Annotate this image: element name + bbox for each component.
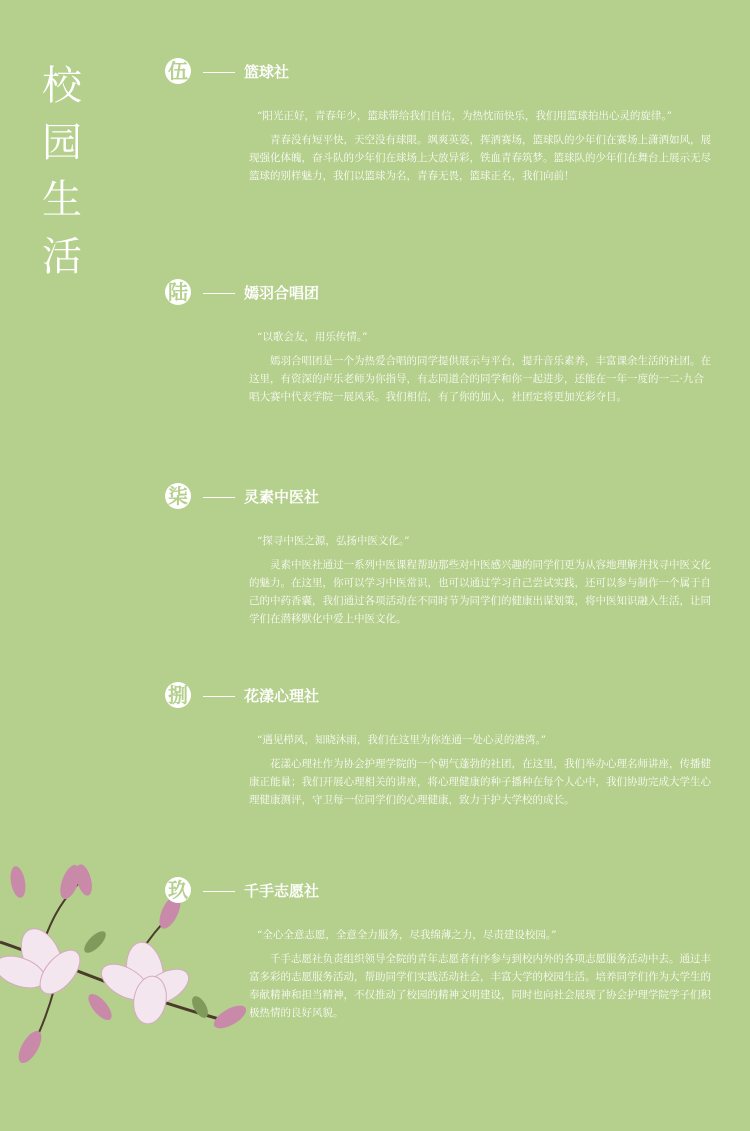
club-description: 灵素中医社通过一系列中医课程帮助那些对中医感兴趣的同学们更为从容地理解并找寻中医文化的魅力。在这里，你可以学习中医常识，也可以通过学习自己尝试实践，还可以参与制作一个属于自己的中药香囊，我们通过各项活动在不同时节为同学们的健康出谋划策，将中医知识融入生活，让同学们在潜移默化中爱上中医文化。 <box>249 559 711 625</box>
section-header <box>165 878 720 909</box>
club-name: 嫣羽合唱团 <box>244 284 320 302</box>
club-motto: “全心全意志愿，全意全力服务，尽我绵薄之力，尽责建设校园。” <box>257 929 557 941</box>
club-name: 篮球社 <box>244 63 290 81</box>
section-header <box>165 683 720 714</box>
header-divider <box>203 72 235 73</box>
club-motto: “遇见栉风，知晓沐雨，我们在这里为你连通一处心灵的港湾。” <box>257 734 546 746</box>
title-char: 活 <box>42 234 82 280</box>
section-numeral-badge: 玖 <box>165 877 191 903</box>
section-header <box>165 484 720 515</box>
header-divider <box>203 497 235 498</box>
club-name: 灵素中医社 <box>244 488 320 506</box>
section-numeral-badge: 柒 <box>165 483 191 509</box>
title-char: 生 <box>42 177 82 223</box>
section-numeral-badge: 陆 <box>165 279 191 305</box>
header-divider <box>203 696 235 697</box>
club-section-basketball <box>165 59 720 185</box>
section-header <box>165 280 720 311</box>
club-description: 青春没有短平快，天空没有球限。飒爽英姿，挥洒赛场，篮球队的少年们在赛场上潇洒如风，展现强化体魄，奋斗队的少年们在球场上大放异彩，铁血青春筑梦。篮球队的少年们在舞台上展示无尽篮球的别样魅力，我们以篮球为名，青春无畏，篮球正名，我们向前！ <box>249 134 711 182</box>
section-numeral-badge: 伍 <box>165 58 191 84</box>
club-section-tcm <box>165 484 720 628</box>
club-name: 千手志愿社 <box>244 882 320 900</box>
club-description: 嫣羽合唱团是一个为热爱合唱的同学提供展示与平台，提升音乐素养，丰富课余生活的社团。在这里，有资深的声乐老师为你指导，有志同道合的同学和你一起进步，还能在一年一度的一二·九合唱大赛中代表学院一展风采。我们相信，有了你的加入，社团定将更加光彩夺目。 <box>249 355 711 403</box>
section-header <box>165 59 720 90</box>
title-char: 校 <box>42 63 82 109</box>
club-section-volunteer <box>165 878 720 1022</box>
club-motto: “阳光正好，青春年少，篮球带给我们自信，为热忱而快乐，我们用篮球拍出心灵的旋律。” <box>257 110 672 122</box>
page-title <box>36 58 88 286</box>
club-section-choir <box>165 280 720 406</box>
section-numeral-badge: 捌 <box>165 682 191 708</box>
club-name: 花漾心理社 <box>244 687 320 705</box>
club-motto: “探寻中医之源，弘扬中医文化。” <box>257 535 410 547</box>
club-description: 花漾心理社作为协会护理学院的一个朝气蓬勃的社团，在这里，我们举办心理名师讲座，传播健康正能量；我们开展心理相关的讲座，将心理健康的种子播种在每个人心中，我们协助完成大学生心理健康测评，守卫每一位同学们的心理健康，致力于护大学校的成长。 <box>249 758 711 806</box>
club-section-psychology <box>165 683 720 809</box>
header-divider <box>203 293 235 294</box>
club-motto: “以歌会友，用乐传情。” <box>257 331 368 343</box>
header-divider <box>203 891 235 892</box>
club-description: 千手志愿社负责组织领导全院的青年志愿者有序参与到校内外的各项志愿服务活动中去。通过丰富多彩的志愿服务活动，帮助同学们实践活动社会，丰富大学的校园生活。培养同学们作为大学生的奉献精神和担当精神，不仅推动了校园的精神文明建设，同时也向社会展现了协会护理学院学子们积极热情的良好风貌。 <box>249 953 711 1019</box>
title-char: 园 <box>42 120 82 166</box>
